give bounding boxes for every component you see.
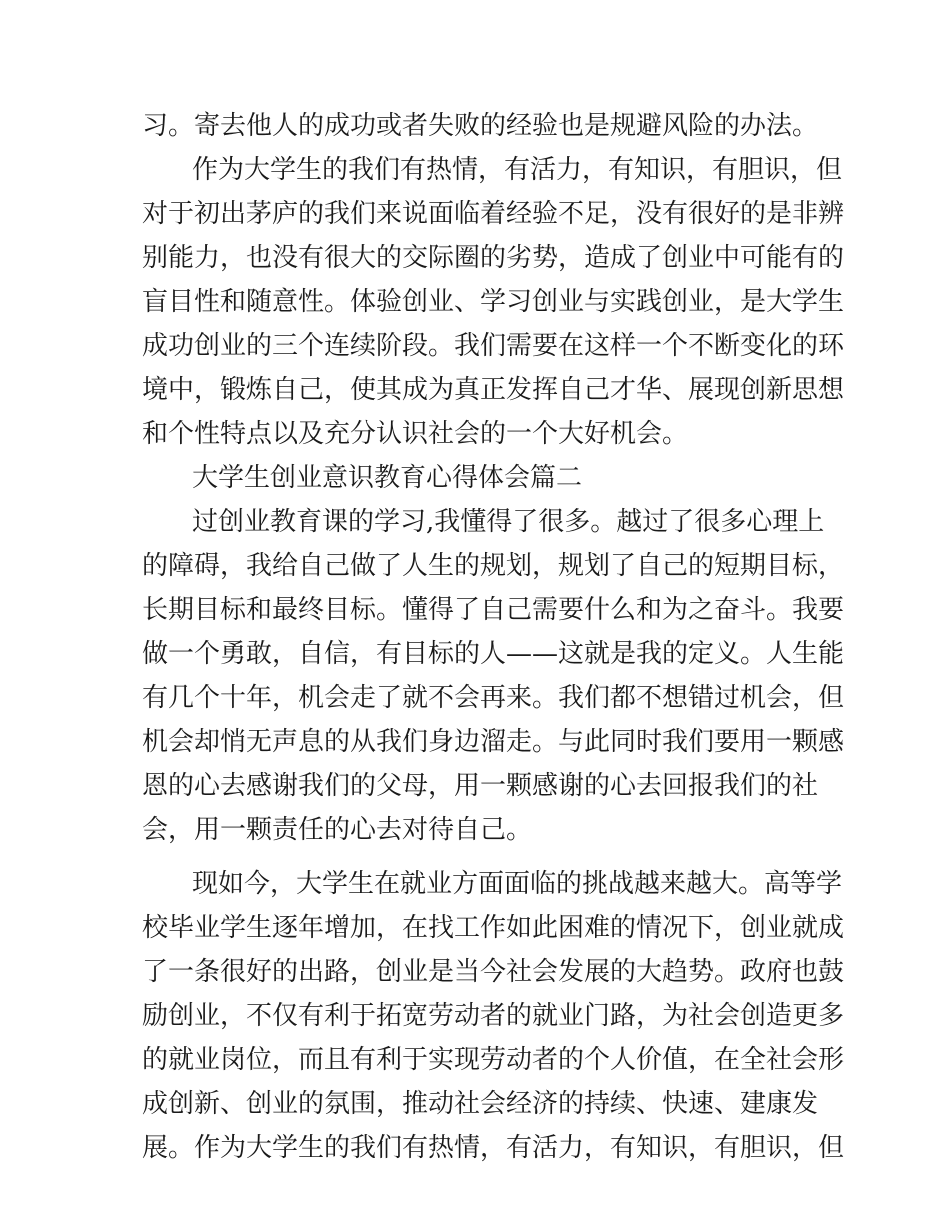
text-line: 现如今，大学生在就业方面面临的挑战越来越大。高等学 <box>192 869 843 899</box>
text-line: 长期目标和最终目标。懂得了自己需要什么和为之奋斗。我要 <box>142 595 845 625</box>
text-line: 别能力，也没有很大的交际圈的劣势，造成了创业中可能有的 <box>142 243 845 273</box>
text-line: 对于初出茅庐的我们来说面临着经验不足，没有很好的是非辨 <box>142 199 845 229</box>
text-line: 展。作为大学生的我们有热情，有活力，有知识，有胆识，但 <box>142 1133 845 1163</box>
text-line: 习。寄去他人的成功或者失败的经验也是规避风险的办法。 <box>142 111 819 141</box>
text-line: 盲目性和随意性。体验创业、学习创业与实践创业，是大学生 <box>142 287 845 317</box>
text-line: 做一个勇敢，自信，有目标的人——这就是我的定义。人生能 <box>142 639 845 669</box>
text-line: 的障碍，我给自己做了人生的规划，规划了自己的短期目标， <box>142 551 845 581</box>
text-line: 成创新、创业的氛围，推动社会经济的持续、快速、建康发 <box>142 1089 819 1119</box>
text-line: 有几个十年，机会走了就不会再来。我们都不想错过机会，但 <box>142 683 845 713</box>
section-heading: 大学生创业意识教育心得体会篇二 <box>192 463 583 493</box>
text-line: 作为大学生的我们有热情，有活力，有知识，有胆识，但 <box>192 155 843 185</box>
text-line: 恩的心去感谢我们的父母，用一颗感谢的心去回报我们的社 <box>142 771 819 801</box>
text-line: 励创业，不仅有利于拓宽劳动者的就业门路，为社会创造更多 <box>142 1001 845 1031</box>
text-line: 成功创业的三个连续阶段。我们需要在这样一个不断变化的环 <box>142 331 845 361</box>
text-line: 了一条很好的出路，创业是当今社会发展的大趋势。政府也鼓 <box>142 957 845 987</box>
text-line: 校毕业学生逐年增加，在找工作如此困难的情况下，创业就成 <box>142 913 845 943</box>
text-line: 过创业教育课的学习,我懂得了很多。越过了很多心理上 <box>192 507 825 537</box>
text-line: 和个性特点以及充分认识社会的一个大好机会。 <box>142 419 689 449</box>
text-line: 的就业岗位，而且有利于实现劳动者的个人价值，在全社会形 <box>142 1045 845 1075</box>
text-line: 会，用一颗责任的心去对待自己。 <box>142 815 533 845</box>
text-line: 境中，锻炼自己，使其成为真正发挥自己才华、展现创新思想 <box>142 375 845 405</box>
text-line: 机会却悄无声息的从我们身边溜走。与此同时我们要用一颗感 <box>142 727 845 757</box>
